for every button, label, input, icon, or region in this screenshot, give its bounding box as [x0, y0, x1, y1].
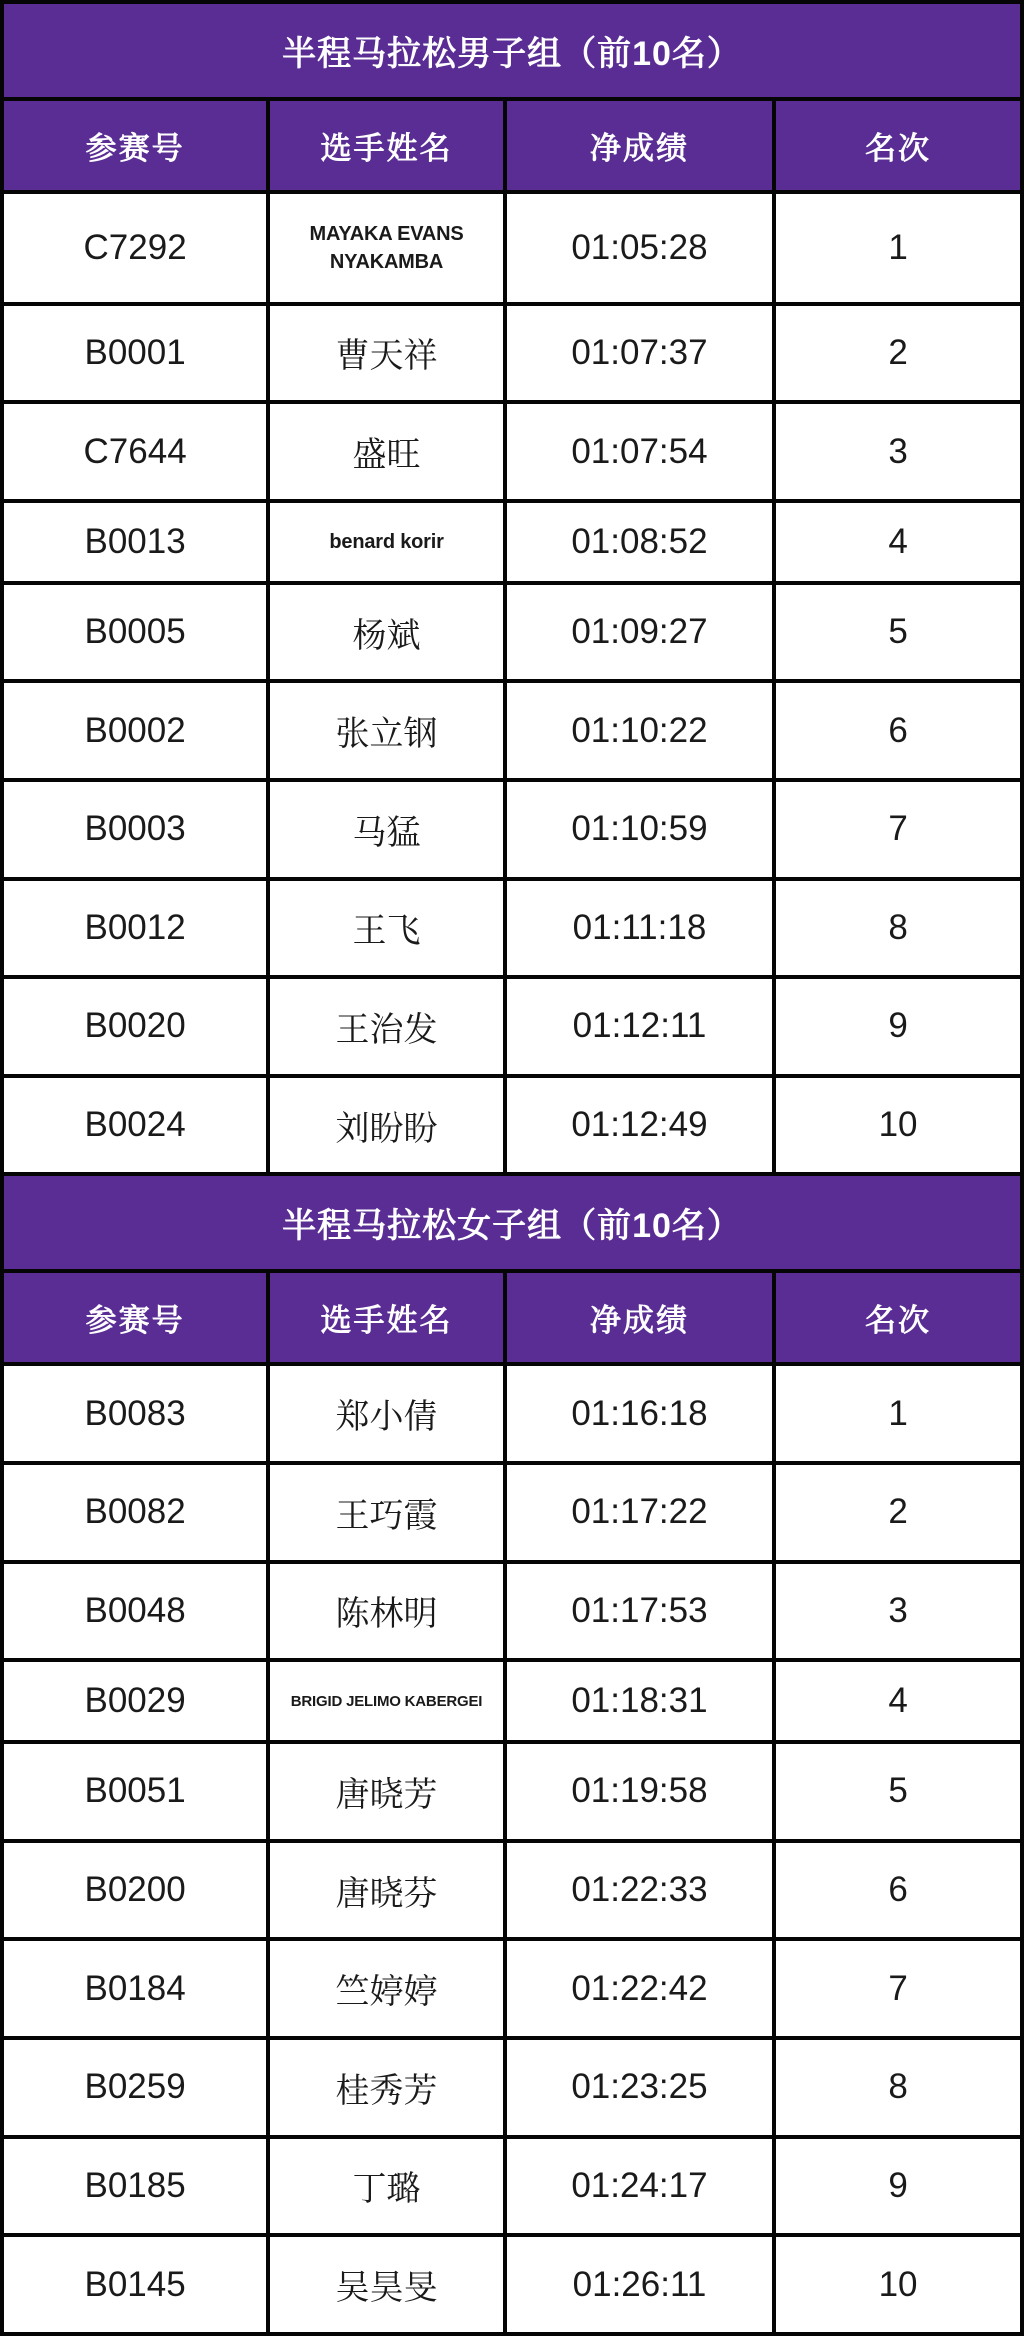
time-cell: 01:05:28 — [505, 192, 774, 304]
table-row — [2, 1076, 1022, 1175]
table-row — [2, 304, 1022, 403]
rank-cell: 2 — [774, 304, 1022, 403]
table-row — [2, 1463, 1022, 1562]
name-cell: MAYAKA EVANS NYAKAMBA — [268, 192, 505, 304]
bib-cell: B0145 — [2, 2235, 268, 2334]
table-row — [2, 1660, 1022, 1742]
rank-cell: 7 — [774, 780, 1022, 879]
name-cell: 王巧霞 — [268, 1463, 505, 1562]
time-cell: 01:19:58 — [505, 1742, 774, 1841]
time-cell: 01:22:33 — [505, 1841, 774, 1940]
rank-cell: 3 — [774, 402, 1022, 501]
time-cell: 01:10:59 — [505, 780, 774, 879]
bib-cell: B0200 — [2, 1841, 268, 1940]
women-section-title-row — [2, 1174, 1022, 1271]
name-cell: 陈林明 — [268, 1562, 505, 1661]
time-cell: 01:23:25 — [505, 2038, 774, 2137]
men-column-header-time: 净成绩 — [505, 99, 774, 192]
name-cell: 马猛 — [268, 780, 505, 879]
table-row — [2, 1364, 1022, 1463]
name-cell: 盛旺 — [268, 402, 505, 501]
time-cell: 01:22:42 — [505, 1939, 774, 2038]
rank-cell: 8 — [774, 2038, 1022, 2137]
bib-cell: B0051 — [2, 1742, 268, 1841]
name-cell: 张立钢 — [268, 681, 505, 780]
table-row — [2, 1562, 1022, 1661]
table-row — [2, 879, 1022, 978]
bib-cell: B0048 — [2, 1562, 268, 1661]
time-cell: 01:08:52 — [505, 501, 774, 583]
name-cell: 王飞 — [268, 879, 505, 978]
time-cell: 01:07:54 — [505, 402, 774, 501]
bib-cell: B0082 — [2, 1463, 268, 1562]
rank-cell: 5 — [774, 1742, 1022, 1841]
table-row — [2, 402, 1022, 501]
table-row — [2, 1939, 1022, 2038]
bib-cell: B0012 — [2, 879, 268, 978]
rank-cell: 2 — [774, 1463, 1022, 1562]
time-cell: 01:07:37 — [505, 304, 774, 403]
table-row — [2, 192, 1022, 304]
table-row — [2, 2038, 1022, 2137]
name-cell: benard korir — [268, 501, 505, 583]
bib-cell: C7292 — [2, 192, 268, 304]
bib-cell: B0020 — [2, 977, 268, 1076]
table-row — [2, 681, 1022, 780]
rank-cell: 8 — [774, 879, 1022, 978]
rank-cell: 6 — [774, 681, 1022, 780]
bib-cell: B0259 — [2, 2038, 268, 2137]
rank-cell: 6 — [774, 1841, 1022, 1940]
time-cell: 01:18:31 — [505, 1660, 774, 1742]
bib-cell: B0001 — [2, 304, 268, 403]
name-cell: 郑小倩 — [268, 1364, 505, 1463]
time-cell: 01:24:17 — [505, 2137, 774, 2236]
table-row — [2, 1742, 1022, 1841]
women-column-header-rank: 名次 — [774, 1271, 1022, 1364]
time-cell: 01:17:53 — [505, 1562, 774, 1661]
time-cell: 01:16:18 — [505, 1364, 774, 1463]
men-column-header-rank: 名次 — [774, 99, 1022, 192]
name-cell: 刘盼盼 — [268, 1076, 505, 1175]
rank-cell: 9 — [774, 2137, 1022, 2236]
name-cell: 丁璐 — [268, 2137, 505, 2236]
table-row — [2, 1841, 1022, 1940]
women-column-header-name: 选手姓名 — [268, 1271, 505, 1364]
bib-cell: B0003 — [2, 780, 268, 879]
time-cell: 01:26:11 — [505, 2235, 774, 2334]
name-cell: 唐晓芬 — [268, 1841, 505, 1940]
bib-cell: B0029 — [2, 1660, 268, 1742]
bib-cell: B0005 — [2, 583, 268, 682]
men-column-header-name: 选手姓名 — [268, 99, 505, 192]
rank-cell: 1 — [774, 1364, 1022, 1463]
bib-cell: B0184 — [2, 1939, 268, 2038]
table-row — [2, 501, 1022, 583]
bib-cell: C7644 — [2, 402, 268, 501]
time-cell: 01:10:22 — [505, 681, 774, 780]
rank-cell: 3 — [774, 1562, 1022, 1661]
women-column-header-bib: 参赛号 — [2, 1271, 268, 1364]
table-row — [2, 2137, 1022, 2236]
time-cell: 01:12:49 — [505, 1076, 774, 1175]
table-row — [2, 583, 1022, 682]
bib-cell: B0002 — [2, 681, 268, 780]
women-section-title: 半程马拉松女子组（前10名） — [2, 1174, 1022, 1271]
table-row — [2, 977, 1022, 1076]
time-cell: 01:09:27 — [505, 583, 774, 682]
name-cell: 吴昊旻 — [268, 2235, 505, 2334]
table-row — [2, 2235, 1022, 2334]
men-column-header-row — [2, 99, 1022, 192]
rank-cell: 10 — [774, 1076, 1022, 1175]
time-cell: 01:17:22 — [505, 1463, 774, 1562]
rank-cell: 1 — [774, 192, 1022, 304]
bib-cell: B0013 — [2, 501, 268, 583]
time-cell: 01:11:18 — [505, 879, 774, 978]
rank-cell: 5 — [774, 583, 1022, 682]
name-cell: 杨斌 — [268, 583, 505, 682]
bib-cell: B0083 — [2, 1364, 268, 1463]
name-cell: 王治发 — [268, 977, 505, 1076]
bib-cell: B0185 — [2, 2137, 268, 2236]
time-cell: 01:12:11 — [505, 977, 774, 1076]
men-column-header-bib: 参赛号 — [2, 99, 268, 192]
name-cell: BRIGID JELIMO KABERGEI — [268, 1660, 505, 1742]
name-cell: 竺婷婷 — [268, 1939, 505, 2038]
name-cell: 唐晓芳 — [268, 1742, 505, 1841]
table-row — [2, 780, 1022, 879]
men-section-title-row — [2, 2, 1022, 99]
bib-cell: B0024 — [2, 1076, 268, 1175]
rank-cell: 4 — [774, 1660, 1022, 1742]
rank-cell: 10 — [774, 2235, 1022, 2334]
name-cell: 桂秀芳 — [268, 2038, 505, 2137]
women-column-header-row — [2, 1271, 1022, 1364]
rank-cell: 7 — [774, 1939, 1022, 2038]
women-column-header-time: 净成绩 — [505, 1271, 774, 1364]
rank-cell: 4 — [774, 501, 1022, 583]
name-cell: 曹天祥 — [268, 304, 505, 403]
men-section-title: 半程马拉松男子组（前10名） — [2, 2, 1022, 99]
rank-cell: 9 — [774, 977, 1022, 1076]
